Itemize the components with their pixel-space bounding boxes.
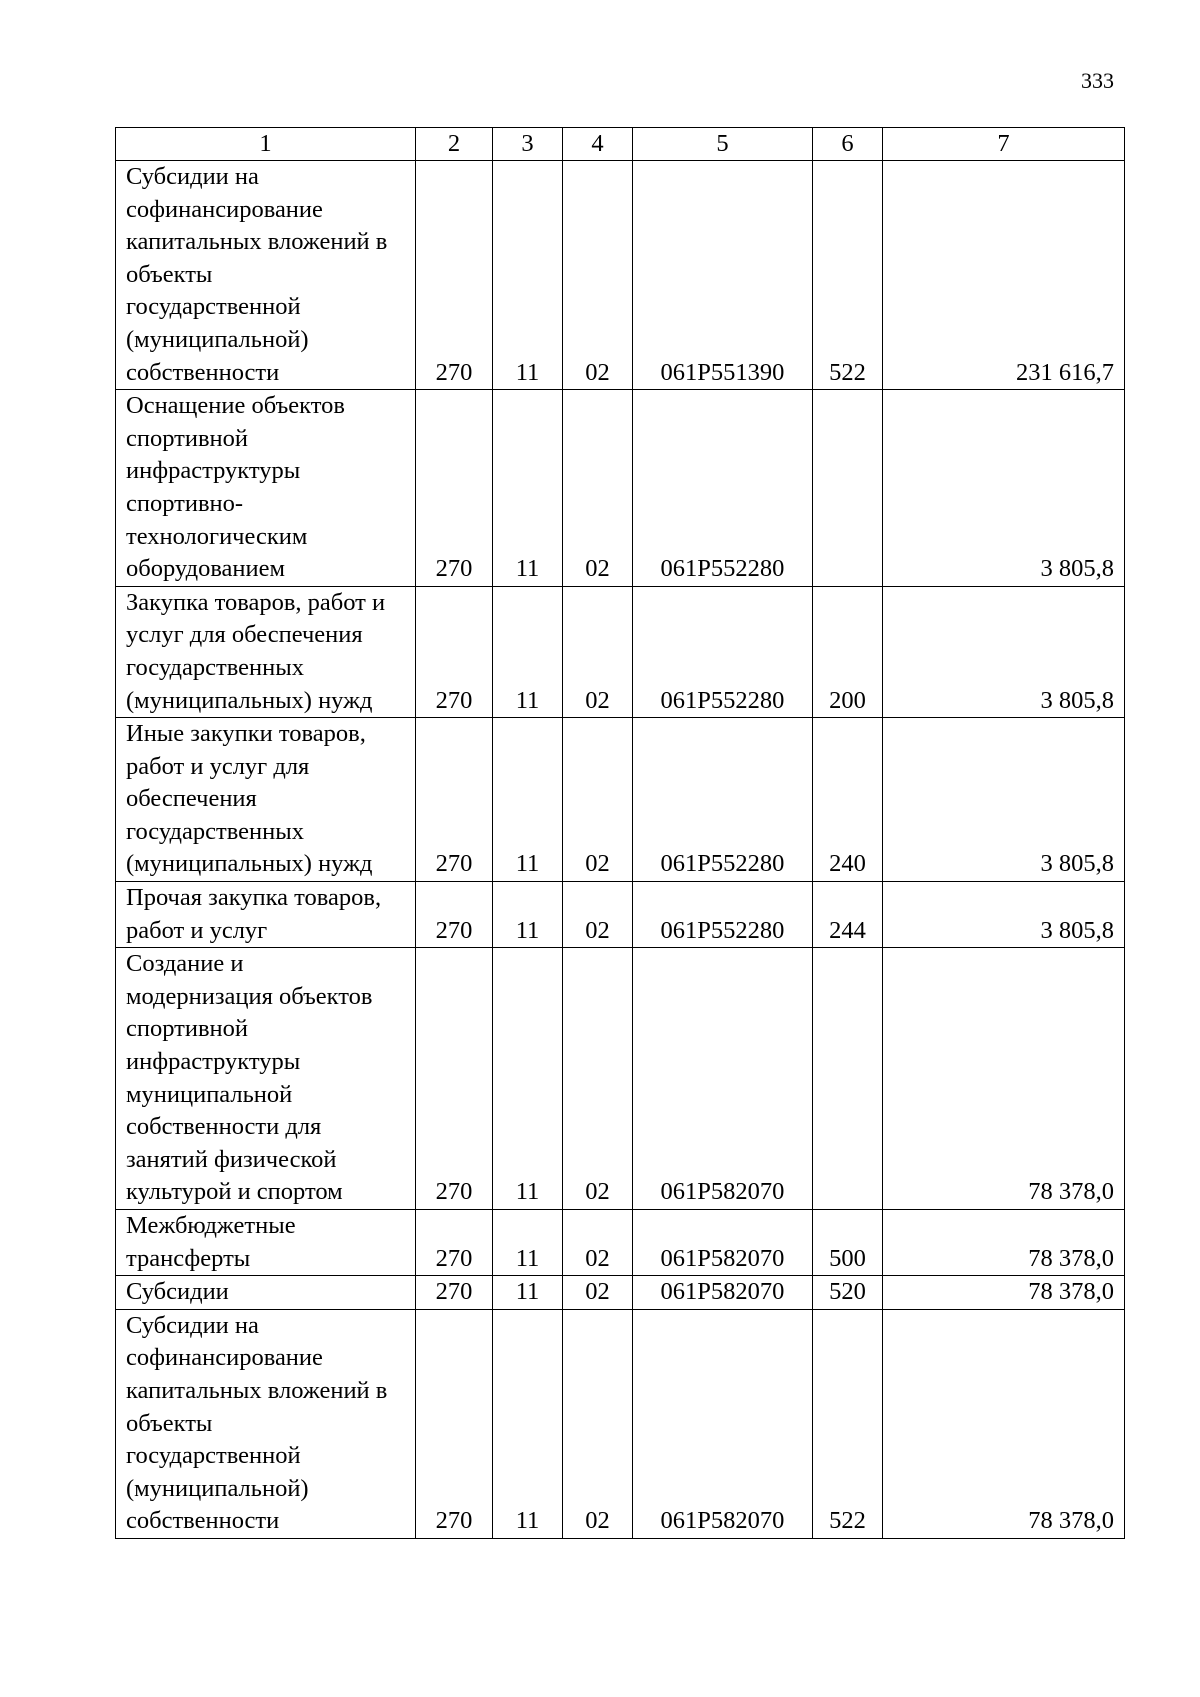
- expense-type-cell: [813, 948, 883, 1210]
- subsection-code-cell: 11: [493, 586, 563, 717]
- column-header-6: 6: [813, 128, 883, 161]
- row-name: [116, 718, 416, 882]
- section-code-cell: 270: [416, 1309, 493, 1538]
- table-row: [116, 1210, 1125, 1276]
- target-article-cell: 061Р582070: [633, 1210, 813, 1276]
- subsection-code-cell: 11: [493, 1276, 563, 1310]
- row-name: [116, 390, 416, 587]
- row-name: [116, 1276, 416, 1310]
- row-name-line: государственной: [126, 293, 301, 321]
- subsection-code-cell: 11: [493, 161, 563, 390]
- row-name-line: собственности: [126, 1507, 280, 1535]
- row-name: [116, 1309, 416, 1538]
- table-row: [116, 586, 1125, 717]
- group-code-cell: 02: [563, 390, 633, 587]
- section-code-cell: 270: [416, 1276, 493, 1310]
- table-row: [116, 1309, 1125, 1538]
- row-name-line: муниципальной: [126, 1080, 293, 1108]
- header-row: [116, 128, 1125, 161]
- table-row: [116, 390, 1125, 587]
- row-name-line: работ и услуг для: [126, 752, 310, 780]
- group-code-cell: 02: [563, 1309, 633, 1538]
- row-name-line: Закупка товаров, работ и: [126, 588, 386, 616]
- subsection-code-cell: 11: [493, 1210, 563, 1276]
- amount-cell: 231 616,7: [883, 161, 1125, 390]
- column-header-4: 4: [563, 128, 633, 161]
- target-article-cell: 061Р582070: [633, 1276, 813, 1310]
- column-header-5: 5: [633, 128, 813, 161]
- table-row: [116, 882, 1125, 948]
- section-code-cell: 270: [416, 390, 493, 587]
- row-name-line: спортивной: [126, 1015, 249, 1043]
- row-name: [116, 882, 416, 948]
- expense-type-cell: 522: [813, 1309, 883, 1538]
- row-name-line: инфраструктуры: [126, 1048, 301, 1076]
- expense-type-cell: 520: [813, 1276, 883, 1310]
- section-code-cell: 270: [416, 882, 493, 948]
- row-name-line: модернизация объектов: [126, 982, 373, 1010]
- row-name-line: Оснащение объектов: [126, 392, 345, 420]
- row-name-line: капитальных вложений в: [126, 1376, 388, 1404]
- target-article-cell: 061Р551390: [633, 161, 813, 390]
- column-header-2: 2: [416, 128, 493, 161]
- group-code-cell: 02: [563, 586, 633, 717]
- section-code-cell: 270: [416, 586, 493, 717]
- amount-cell: 78 378,0: [883, 1276, 1125, 1310]
- expense-type-cell: [813, 390, 883, 587]
- row-name-line: собственности для: [126, 1113, 322, 1141]
- row-name-line: капитальных вложений в: [126, 228, 388, 256]
- section-code-cell: 270: [416, 1210, 493, 1276]
- subsection-code-cell: 11: [493, 1309, 563, 1538]
- budget-table: [115, 127, 1125, 1539]
- table-row: [116, 161, 1125, 390]
- row-name-line: Субсидии: [126, 1278, 229, 1306]
- table-row: [116, 1276, 1125, 1310]
- row-name-line: оборудованием: [126, 555, 286, 583]
- row-name: [116, 161, 416, 390]
- row-name-line: инфраструктуры: [126, 457, 301, 485]
- group-code-cell: 02: [563, 1276, 633, 1310]
- page-number: 333: [1081, 68, 1114, 93]
- column-header-7: 7: [883, 128, 1125, 161]
- column-header-3: 3: [493, 128, 563, 161]
- amount-cell: 3 805,8: [883, 586, 1125, 717]
- section-code-cell: 270: [416, 948, 493, 1210]
- table-body: [116, 161, 1125, 1539]
- expense-type-cell: 200: [813, 586, 883, 717]
- expense-type-cell: 500: [813, 1210, 883, 1276]
- row-name-line: государственной: [126, 1442, 301, 1470]
- row-name-line: софинансирование: [126, 195, 323, 223]
- amount-cell: 3 805,8: [883, 718, 1125, 882]
- row-name-line: обеспечения: [126, 785, 257, 813]
- target-article-cell: 061Р582070: [633, 1309, 813, 1538]
- row-name-line: Межбюджетные: [126, 1212, 296, 1239]
- expense-type-cell: 240: [813, 718, 883, 882]
- row-name-line: Субсидии на: [126, 163, 259, 190]
- row-name-line: услуг для обеспечения: [126, 621, 363, 649]
- row-name-line: государственных: [126, 817, 304, 845]
- row-name-line: Субсидии на: [126, 1311, 259, 1339]
- row-name-line: Иные закупки товаров,: [126, 720, 366, 748]
- group-code-cell: 02: [563, 948, 633, 1210]
- table-row: [116, 948, 1125, 1210]
- row-name-line: собственности: [126, 358, 280, 386]
- section-code-cell: 270: [416, 718, 493, 882]
- row-name-line: технологическим: [126, 522, 308, 550]
- row-name-line: софинансирование: [126, 1344, 323, 1372]
- row-name-line: (муниципальных) нужд: [126, 686, 373, 714]
- row-name-line: (муниципальных) нужд: [126, 850, 373, 878]
- group-code-cell: 02: [563, 161, 633, 390]
- subsection-code-cell: 11: [493, 390, 563, 587]
- group-code-cell: 02: [563, 882, 633, 948]
- amount-cell: 78 378,0: [883, 1210, 1125, 1276]
- row-name-line: (муниципальной): [126, 1474, 309, 1502]
- target-article-cell: 061Р552280: [633, 882, 813, 948]
- row-name-line: объекты: [126, 260, 213, 288]
- row-name-line: спортивно-: [126, 489, 244, 517]
- target-article-cell: 061Р552280: [633, 718, 813, 882]
- row-name-line: работ и услуг: [126, 916, 268, 944]
- row-name: [116, 586, 416, 717]
- group-code-cell: 02: [563, 718, 633, 882]
- group-code-cell: 02: [563, 1210, 633, 1276]
- amount-cell: 78 378,0: [883, 1309, 1125, 1538]
- section-code-cell: 270: [416, 161, 493, 390]
- subsection-code-cell: 11: [493, 882, 563, 948]
- row-name-line: трансферты: [126, 1244, 251, 1272]
- subsection-code-cell: 11: [493, 718, 563, 882]
- target-article-cell: 061Р582070: [633, 948, 813, 1210]
- amount-cell: 78 378,0: [883, 948, 1125, 1210]
- row-name-line: государственных: [126, 653, 304, 681]
- table-row: [116, 718, 1125, 882]
- row-name-line: занятий физической: [126, 1145, 337, 1173]
- target-article-cell: 061Р552280: [633, 390, 813, 587]
- row-name-line: объекты: [126, 1409, 213, 1437]
- row-name-line: спортивной: [126, 424, 249, 452]
- subsection-code-cell: 11: [493, 948, 563, 1210]
- expense-type-cell: 244: [813, 882, 883, 948]
- expense-type-cell: 522: [813, 161, 883, 390]
- amount-cell: 3 805,8: [883, 390, 1125, 587]
- row-name-line: (муниципальной): [126, 325, 309, 353]
- amount-cell: 3 805,8: [883, 882, 1125, 948]
- row-name: [116, 948, 416, 1210]
- row-name-line: культурой и спортом: [126, 1178, 343, 1206]
- column-header-1: 1: [116, 128, 416, 161]
- row-name-line: Прочая закупка товаров,: [126, 884, 382, 912]
- row-name: [116, 1210, 416, 1276]
- row-name-line: Создание и: [126, 950, 244, 978]
- target-article-cell: 061Р552280: [633, 586, 813, 717]
